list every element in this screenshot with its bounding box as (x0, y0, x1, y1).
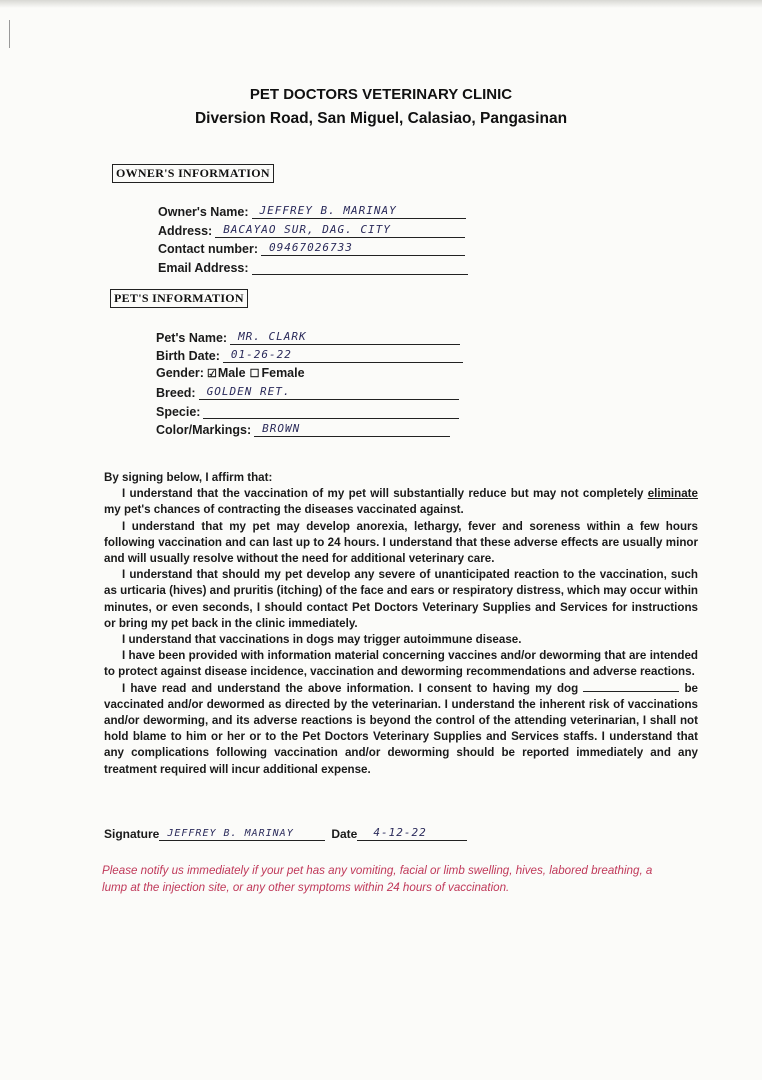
dog-name-blank[interactable] (583, 681, 679, 692)
owner-email-field[interactable] (158, 258, 468, 275)
pet-name-label: Pet's Name: (156, 331, 228, 345)
date-value: 4-12-22 (373, 826, 427, 839)
pet-name-line[interactable] (230, 328, 460, 345)
pet-breed-label: Breed: (156, 386, 196, 400)
date-label: Date (331, 827, 358, 841)
female-option-label: Female (261, 366, 305, 380)
female-checkbox[interactable]: ☐ (249, 368, 260, 380)
owner-name-line[interactable] (252, 202, 466, 219)
pet-specie-label: Specie: (156, 405, 201, 419)
signature-line[interactable] (159, 824, 325, 841)
pet-birth-value: 01-26-22 (230, 348, 292, 361)
consent-paragraph-5: I have been provided with information material concerning vaccines and/or deworming that are intended to protect against disease incidence, vaccination and deworming recommendations and adverse reactions. (104, 649, 698, 679)
margin-mark (9, 20, 10, 48)
consent-paragraph-6: I have read and understand the above information. I consent to having my dog be vaccinated and/or dewormed as directed by the veterinarian. I understand the inherent risk of vaccinations and/or deworming, and its adverse reactions is beyond the control of the attending veterinarian, I shall not hold blame to him or her or to the Pet Doctors Veterinary Supplies and Services staffs. I understand that any complications following vaccination and/or deworming should be reported immediately and any treatment required will incur additional expense. (104, 681, 698, 776)
pet-specie-field[interactable] (156, 402, 459, 419)
pet-name-value: MR. CLARK (238, 330, 307, 343)
pet-breed-field[interactable] (156, 383, 459, 400)
consent-paragraph-1: I understand that the vaccination of my pet will substantially reduce but may not completely eliminate my pet's chances of contracting the diseases vaccinated against. (104, 487, 698, 517)
clinic-address: Diversion Road, San Miguel, Calasiao, Pangasinan (194, 110, 568, 127)
owner-contact-field[interactable] (158, 239, 465, 256)
owner-address-line[interactable] (215, 221, 465, 238)
owner-name-value: JEFFREY B. MARINAY (259, 204, 397, 217)
owner-contact-line[interactable] (261, 239, 465, 256)
owner-address-field[interactable] (158, 221, 465, 238)
consent-paragraph-4: I understand that vaccinations in dogs may trigger autoimmune disease. (122, 633, 522, 647)
pet-color-value: BROWN (262, 422, 301, 435)
clinic-name: PET DOCTORS VETERINARY CLINIC (249, 86, 513, 103)
owner-email-line[interactable] (252, 258, 468, 275)
owner-name-label: Owner's Name: (158, 205, 249, 219)
pet-birth-line[interactable] (223, 346, 463, 363)
pet-specie-line[interactable] (203, 402, 459, 419)
owner-section-title: OWNER'S INFORMATION (112, 164, 274, 183)
signature-value: JEFFREY B. MARINAY (167, 828, 294, 839)
owner-contact-label: Contact number: (158, 242, 258, 256)
consent-paragraph-3: I understand that should my pet develop any severe of unanticipated reaction to the vaccination, such as urticaria (hives) and pruritis (itching) of the face and ears or respiratory distress, which may occur within minutes, or even seconds, I should contact Pet Doctors Veterinary Supplies and Services for instructions or bring my pet back in the clinic immediately. (104, 568, 699, 630)
pet-gender-label: Gender: (156, 366, 204, 380)
pet-birth-field[interactable] (156, 346, 463, 363)
pet-color-label: Color/Markings: (156, 423, 252, 437)
male-checkbox[interactable]: ☑ (206, 368, 217, 380)
pet-breed-value: GOLDEN RET. (206, 385, 291, 398)
pet-section-title: PET'S INFORMATION (110, 289, 248, 308)
pet-breed-line[interactable] (199, 383, 459, 400)
owner-name-field[interactable] (158, 202, 466, 219)
consent-intro: By signing below, I affirm that: (104, 471, 273, 484)
pet-gender-field (156, 366, 305, 380)
pet-name-field[interactable] (156, 328, 460, 345)
signature-row (104, 824, 467, 841)
consent-paragraph-2: I understand that my pet may develop anorexia, lethargy, fever and soreness within a few hours following vaccination and can last up to 24 hours. I understand that these adverse effects are usually minor and will usually resolve without the need for additional veterinary care. (104, 519, 698, 566)
pet-color-field[interactable] (156, 420, 450, 437)
owner-address-value: BACAYAO SUR, DAG. CITY (223, 223, 391, 236)
pet-birth-label: Birth Date: (156, 349, 220, 363)
male-option-label: Male (217, 366, 246, 380)
symptom-notice: Please notify us immediately if your pet has any vomiting, facial or limb swelling, hives, labored breathing, a lump at the injection site, or any other symptoms within 24 hours of vaccination. (102, 864, 653, 894)
pet-color-line[interactable] (254, 420, 450, 437)
owner-email-label: Email Address: (158, 261, 249, 275)
signature-label: Signature (104, 827, 160, 841)
owner-address-label: Address: (158, 224, 213, 238)
eliminate-underlined: eliminate (647, 487, 698, 501)
scan-edge (0, 0, 762, 8)
consent-text (104, 470, 698, 778)
owner-contact-value: 09467026733 (269, 241, 353, 254)
date-line[interactable] (357, 824, 467, 841)
